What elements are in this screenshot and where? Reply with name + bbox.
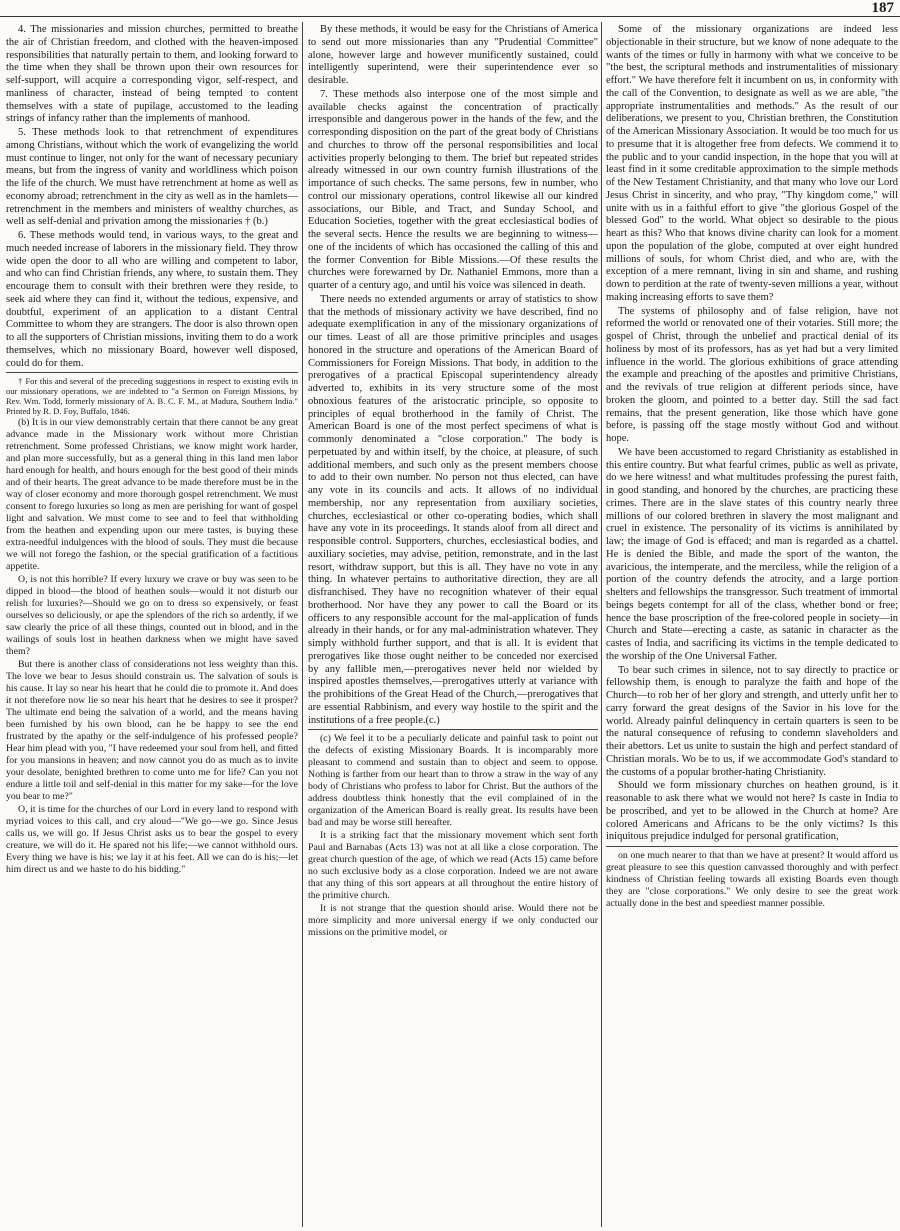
continuation-rule <box>606 846 898 847</box>
column-divider-2 <box>601 22 602 1227</box>
footnote: † For this and several of the preceding suggestions in respect to existing evils in our missionary operations, we are indebted to "a Sermon on Foreign Missions, by Rev. Wm. Todd, formerly missionary of A. B. C. F. M., at Madura, Southern India." Printed by R. D. Foy, Buffalo, 1846. <box>6 376 298 417</box>
paragraph-striking-fact: It is a striking fact that the missionary movement which sent forth Paul and Barnabas (Acts 13) was not at all like a close corporation. The great church question of the age, of which we read (Acts 15) came before no such exclusive body as a close corporation. Indeed we are not aware that any thing of this sort appears at all throughout the entire history of the primitive church. <box>308 830 598 902</box>
paragraph-missionary-churches: Should we form missionary churches on heathen ground, is it reasonable to ask there what we would not here? Is caste in India to be proscribed, and yet to be allowed in the Church at home? Are colored Americans and Africans to be the only victims? Is this iniquitous prejudice indulged for personal gratification, <box>606 780 898 843</box>
paragraph-organizations: Some of the missionary organizations are indeed less objectionable in their structure, but we know of none adequate to the wants of the times or fully in harmony with what we conceive to be "the best, the scriptural methods and instrumentalities of missionary effort." We have therefore felt it incumbent on us, in conformity with the call of the Convention, to designate as well as we are able, "the appropriate instrumentalities and methods." As the result of our deliberations, we present to you, Christian brethren, the Constitution of the American Missionary Association. It would be too much for us to presume that it is altogether free from defects. We commend it to the public and to your candid inspection, in the hope that you will at least find in it some creditable approximation to the simple methods of the New Testament Christianity, and that many who love our Lord Jesus Christ in sincerity, and who pray, "Thy kingdom come," will unite with us in a faithful effort to give "the glorious Gospel of the blessed God" to the world. What object so desirable to the pious heart as this? Who that knows divine charity can look for a moment upon the population of the globe, computed at over eight hundred millions of souls, for whom Christ died, and who are, with the exception of a mere remnant, living in sin and shame, and rushing down to perdition at the rate of twenty-seven millions a year, without making increasing efforts to save them? <box>606 24 898 303</box>
column-2 <box>308 24 598 940</box>
paragraph-4: 4. The missionaries and mission churches, permitted to breathe the air of Christian freedom, and clothed with the heaven-imposed responsibilities that naturally pertain to them, and looking forward to the time when they shall be thrown upon their own resources for self-support, will acquire a corresponding vigor, self-respect, and manliness of character, instead of being tempted to content themselves with a state of pupilage, accustomed to the leading strings of infancy rather than the implements of manhood. <box>6 24 298 125</box>
paragraph-bear-crimes: To bear such crimes in silence, not to say directly to practice or fellowship them, is enough to paralyze the faith and hope of the Church—to rob her of her glory and strength, and utterly unfit her to carry forward the great designs of the Savior in his love for the world. Already painful delinquency in certain quarters is seen to be the natural consequence of refusing to condemn slaveholders and their abettors. Let us unite to sustain the high and perfect standard of Christian morals. Wo be to us, if we accommodate God's standard to the customs of a popular brother-hating Christianity. <box>606 664 898 778</box>
column-1 <box>6 24 298 877</box>
paragraph-christianity: We have been accustomed to regard Christianity as established in this entire country. But what fearful crimes, public as well as private, do we here witness! and what multitudes professing the purest faith, in good standing, and honored by the churches, are practicing these crimes. There are in the slave states of this country nearly three millions of our colored brethren in slavery the most malignant and cruel in existence. The personality of its victims is annihilated by law; the image of God is effaced; and man is regarded as a chattel. He is denied the Bible, and made the sport of the wanton, the avaricious, the intemperate, and the merciless, while the religion of a portion of the country defends the atrocity, and a large portion shelters and fellowships the transgressor. Such treatment of immortal beings begets contempt for all of the class, whether bond or free; hence the base proscription of the free-colored people in society—in Church and State—erecting a caste, as satanic in character as the castes of India, and sacrificing its victims in the temple dedicated to the worship of the One Universal Father. <box>606 446 898 662</box>
paragraph-continuation: on one much nearer to that than we have at present? It would afford us great pleasure to see this question canvassed thoroughly and with perfect kindness of Christian feeling towards all existing Boards even though they are "close corporations." We only desire to see the great work actually done in the best and speediest manner possible. <box>606 850 898 909</box>
note-c: (c) We feel it to be a peculiarly delicate and painful task to point out the defects of existing Missionary Boards. It is incomparably more pleasant to commend and sustain than to object and seem to oppose. Nothing is farther from our heart than to throw a straw in the way of any body of Christians who profess to labor for Christ. But the authors of the address doubtless think honestly that the evil complained of in the organization of the American Board is really great. Its results have been bad and may be worse still hereafter. <box>308 733 598 829</box>
paragraph-not-strange: It is not strange that the question should arise. Would there not be more simplicity and more universal energy if we only conducted our missions on the primitive model, or <box>308 903 598 939</box>
paragraph-7: 7. These methods also interpose one of the most simple and available checks against the concentration of practically irresponsible and dangerous power in the hands of the few, and the corresponding disposition on the part of the great body of Christians and churches to throw off the personal responsibilities and local activities properly belonging to them. The brief but repeated strides already witnessed in our own country furnish illustrations of the importance of such checks. The same persons, few in number, who control our missionary operations, control likewise all our kindred associations, our Bible, and Tract, and Sunday School, and Education Societies, together with the great ecclesiastical bodies of the several sects. Hence the results we are beginning to witness—one of the incidents of which has occasioned the calling of this and the former Convention for Bible Missions.—Of these results the churches were forewarned by Dr. Nathaniel Emmons, more than a quarter of a century ago, and until his voice was silenced in death. <box>308 88 598 291</box>
paragraph-another-class: But there is another class of considerations not less weighty than this. The love we bear to Jesus should constrain us. The salvation of souls is his cause. It lay so near his heart that he could die to promote it. And does it not therefore now lie so near his heart that he desires to see it prosper? The ultimate end being the salvation of a world, and the means having been furnished by his own blood, can he be happy to see the end frustrated by the apathy or the self-indulgence of his professed people? Hear him plead with you, "I have redeemed your soul from hell, and fitted for you mansions in heaven; and now cannot you do as much as to invite your desolate, benighted brethren to come unto me for life? Can you not endure a little toil and self-denial in this matter for my sake—for the love you bear to me?" <box>6 659 298 803</box>
note-b: (b) It is in our view demonstrably certain that there cannot be any great advance made in the Missionary work without more Christian retrenchment. Some professed Christians, we know might work harder, and plan more successfully, but as a general thing in this land men labor hard enough for health, and hours enough for the best good of their minds and of their hearts. The great advance to be made therefore must be in the way of closer economy and more thorough gospel retrenchment. We must consent to forego luxuries so long as men are perishing for want of gospel light and salvation. We must come to see and to feel that withholding from the heathen and expending upon our mere tastes, is buying these extra-needful indulgences with the blood of souls. They must die because we will not forego the fashion, or the special gratification of a factitious appetite. <box>6 417 298 573</box>
paragraph-by-these-methods: By these methods, it would be easy for the Christians of America to send out more missionaries than any "Prudential Committee" alone, however large and however munificently sustained, could intelligently superintend, were their superintendence ever so desirable. <box>308 24 598 86</box>
paragraph-time-for-churches: O, it is time for the churches of our Lord in every land to respond with myriad voices to this call, and cry aloud—"We go—we go. Since Jesus calls us, we will go. If Jesus Christ asks us to bear the gospel to every creature, we will do it. He spared not his life;—we cannot withhold ours. Every thing we have is his; we lay it at his feet. All we can do is his;—let him direct us and we haste to do his bidding." <box>6 804 298 876</box>
top-rule <box>0 16 900 17</box>
paragraph-there-needs: There needs no extended arguments or array of statistics to show that the methods of missionary activity we have described, find no adequate exemplification in any of the missionary organizations of our times. Least of all are those primitive principles and usages honored in the structure and operations of the American Board of Commissioners for Foreign Missions. That body, in addition to the prerogatives of a practical Episcopal superintendency already adverted to, exhibits in its very structure some of the most obnoxious features of the aristocratic principle, so opposite to principles of equal brotherhood in the family of Christ. The American Board is one of the most perfect specimens of what is commonly denominated a "close corporation." The body is perpetuated by and within itself, by the choice, at pleasure, of such additional members, and such only as the present members choose to add to their own number. No person not thus elected, can have any vote in its councils and acts. It allows of no individual membership, nor any representation from auxiliary societies, churches, ecclesiastical or other co-operating bodies, which shall have any vote in its proceedings. It stands aloof from all direct and responsible control. Supporters, churches, ecclesiastical bodies, and auxiliary societies, may advise, petition, remonstrate, and in the last resort, withdraw support, but this is all. They have no vote in any thing. In whatever pertains to authoritative direction, they are all disfranchised. They have no recognition whatever of their equal brotherhood. Nor have they any power to call the Board or its officers to any responsible account for the mal-application of funds already in their hands, or for any mal-administration whatever. They simply withhold further support, and that is all. It is evident that prerogatives like those ought neither to be conceded nor exercised by any fallible men,—prerogatives never held nor wielded by inspired apostles themselves,—prerogatives utterly at variance with the prohibitions of the Great Head of the Church,—prerogatives that are essential Rabbinism, and every way hostile to the spirit and the institutions of a free people.(c.) <box>308 293 598 726</box>
column-3 <box>606 24 898 911</box>
column-divider-1 <box>302 22 303 1227</box>
note-rule <box>308 729 598 730</box>
paragraph-5: 5. These methods look to that retrenchment of expenditures among Christians, without which the work of evangelizing the world must continue to linger, not only for the want of necessary pecuniary means, but from the ingress of vanity and worldliness which poison the life of the church. We must have retrenchment at home as well as economy abroad; retrenchment in the city as well as in the hamlets—retrenchment in the members and ministers of wealthy churches, as well as self-denial and privation among the missionaries † (b.) <box>6 127 298 228</box>
paragraph-philosophy: The systems of philosophy and of false religion, have not reformed the world or renovated one of their votaries. Still more; the gospel of Christ, through the unbelief and practical denial of its holiness by most of its professors, has as yet had but a very limited influence in the world. The glorious exhibitions of grace attending the example and preaching of the apostles and primitive Christians, and the revivals of true religion at different periods since, have broken the gloom, and pointed to a better day. Still the sad fact remains, that the present generation, like those which have gone before, is passing off the stage mostly without God and without hope. <box>606 305 898 444</box>
footnote-rule <box>6 372 298 373</box>
paragraph-6: 6. These methods would tend, in various ways, to the great and much needed increase of laborers in the missionary field. They throw wide open the door to all who are willing and competent to labor, and who can find Christian friends, any where, to sustain them. They encourage them to consult with their brethren were they reside, to seek aid where they can find it, without the tedious, expensive, and doubtful, experiment of an application to a distant Central Committee to whom they are strangers. The door is also thrown open to all the supporters of Christian missions, inviting them to do a work themselves, which no missionary Board, however well disposed, could do for them. <box>6 230 298 369</box>
paragraph-horrible: O, is not this horrible? If every luxury we crave or buy was seen to be dipped in blood—the blood of heathen souls—would it not disturb our relish for luxuries?—Should we go on to dress so expensively, or feast ourselves so deliciously, or ape the splendors of the rich so ardently, if we saw clearly the price of all these things, counted out in blood, and in the wailings of souls lost in heathen darkness when we might have saved them? <box>6 574 298 658</box>
page-number: 187 <box>871 0 894 16</box>
